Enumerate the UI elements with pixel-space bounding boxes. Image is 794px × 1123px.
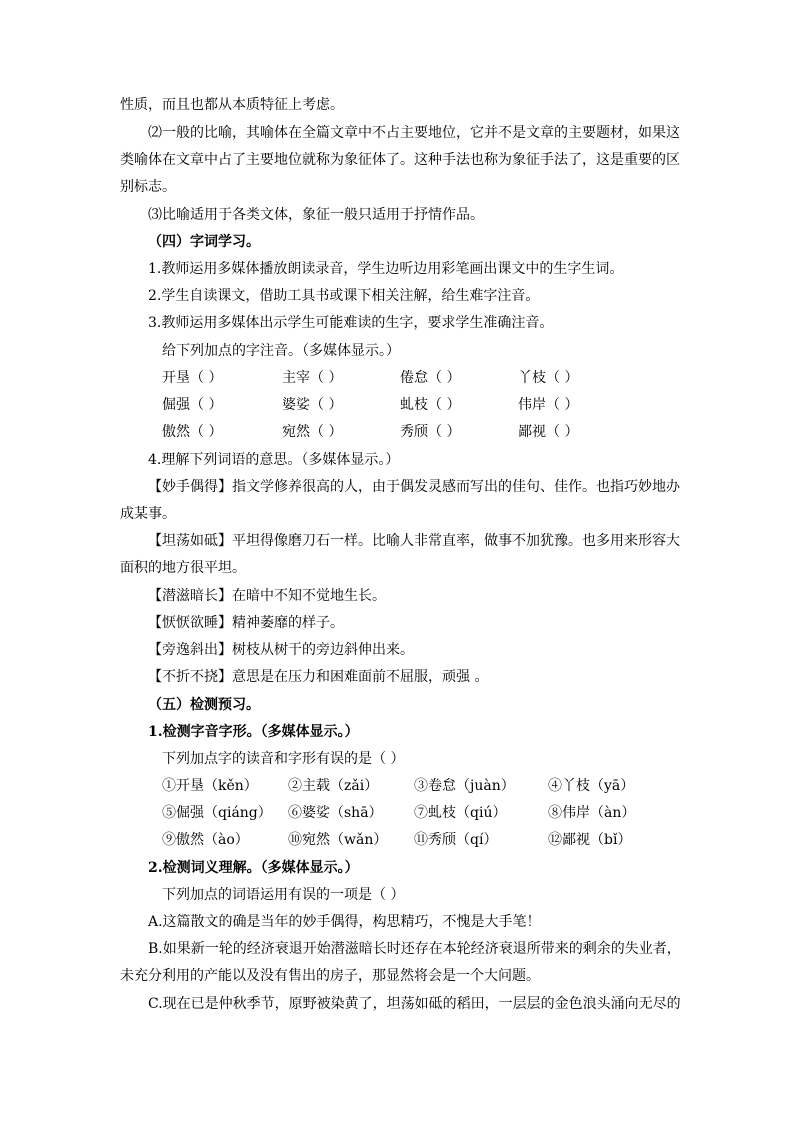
definition-line: 【不折不挠】意思是在压力和困难面前不屈服，顽强 。 bbox=[148, 669, 489, 685]
pinyin-item: 婆娑（ ） bbox=[282, 397, 343, 413]
check-item: ⑫鄙视（bǐ） bbox=[548, 832, 632, 848]
option-line: C.现在已是仲秋季节，原野被染黄了，坦荡如砥的稻田，一层层的金色浪头涌向无尽的 bbox=[148, 996, 681, 1012]
definition-line: 【恹恹欲睡】精神萎靡的样子。 bbox=[148, 615, 344, 631]
subsection-heading: 2.检测词义理解。（多媒体显示。） bbox=[148, 860, 359, 876]
pinyin-item: 伟岸（ ） bbox=[518, 397, 579, 413]
check-item: ⑨傲然（ào） bbox=[162, 832, 249, 848]
check-item: ④丫枝（yā） bbox=[548, 778, 635, 794]
paragraph-line: 性质，而且也都从本质特征上考虑。 bbox=[120, 97, 344, 113]
definition-line: 【妙手偶得】指文学修养很高的人，由于偶发灵感而写出的佳句、佳作。也指巧妙地办 bbox=[148, 479, 680, 495]
option-line: A.这篇散文的确是当年的妙手偶得，构思精巧，不愧是大手笔！ bbox=[148, 914, 541, 930]
pinyin-item: 倔强（ ） bbox=[162, 397, 223, 413]
check-item: ⑦虬枝（qiú） bbox=[414, 805, 507, 821]
pinyin-item: 主宰（ ） bbox=[282, 370, 343, 386]
check-item: ⑪秀颀（qí） bbox=[414, 832, 498, 848]
definition-line: 面积的地方很平坦。 bbox=[120, 560, 246, 576]
definition-line: 【潜滋暗长】在暗中不知不觉地生长。 bbox=[148, 588, 386, 604]
step-line: 4.理解下列词语的意思。（多媒体显示。） bbox=[148, 452, 400, 468]
section-heading: （五）检测预习。 bbox=[148, 697, 260, 713]
question-prompt: 下列加点的词语运用有误的一项是（ ） bbox=[162, 887, 405, 903]
option-line: 未充分利用的产能以及没有售出的房子，那显然将会是一个大问题。 bbox=[120, 968, 540, 984]
definition-line: 【旁逸斜出】树枝从树干的旁边斜伸出来。 bbox=[148, 642, 414, 658]
pinyin-item: 鄙视（ ） bbox=[518, 424, 579, 440]
check-item: ⑤倔强（qiáng） bbox=[162, 805, 272, 821]
paragraph-line: 类喻体在文章中占了主要地位就称为象征体了。这种手法也称为象征手法了，这是重要的区 bbox=[120, 152, 680, 168]
definition-line: 成某事。 bbox=[120, 506, 176, 522]
question-prompt: 下列加点字的读音和字形有误的是（ ） bbox=[162, 751, 405, 767]
pinyin-item: 傲然（ ） bbox=[162, 424, 223, 440]
definition-line: 【坦荡如砥】平坦得像磨刀石一样。比喻人非常直率，做事不加犹豫。也多用来形容大 bbox=[148, 533, 680, 549]
option-line: B.如果新一轮的经济衰退开始潜滋暗长时还存在本轮经济衰退所带来的剩余的失业者， bbox=[148, 941, 681, 957]
check-item: ③卷怠（juàn） bbox=[414, 778, 515, 794]
pinyin-item: 开垦（ ） bbox=[162, 370, 223, 386]
paragraph-line: ⑶比喻适用于各类文体，象征一般只适用于抒情作品。 bbox=[148, 207, 484, 223]
subsection-heading: 1.检测字音字形。（多媒体显示。） bbox=[148, 724, 359, 740]
step-line: 2.学生自读课文，借助工具书或课下相关注解，给生难字注音。 bbox=[148, 288, 540, 304]
step-line: 3.教师运用多媒体出示学生可能难读的生字，要求学生准确注音。 bbox=[148, 315, 554, 331]
step-line: 1.教师运用多媒体播放朗读录音，学生边听边用彩笔画出课文中的生字生词。 bbox=[148, 261, 624, 277]
check-item: ⑧伟岸（àn） bbox=[548, 805, 636, 821]
pinyin-item: 虬枝（ ） bbox=[400, 397, 461, 413]
section-heading: （四）字词学习。 bbox=[148, 234, 260, 250]
check-item: ①开垦（kěn） bbox=[162, 778, 258, 794]
pinyin-item: 宛然（ ） bbox=[282, 424, 343, 440]
pinyin-item: 丫枝（ ） bbox=[518, 370, 579, 386]
paragraph-line: ⑵一般的比喻，其喻体在全篇文章中不占主要地位，它并不是文章的主要题材，如果这 bbox=[148, 125, 680, 141]
exercise-prompt: 给下列加点的字注音。（多媒体显示。） bbox=[162, 343, 400, 359]
pinyin-item: 秀颀（ ） bbox=[400, 424, 461, 440]
check-item: ②主载（zǎi） bbox=[288, 778, 379, 794]
pinyin-item: 倦怠（ ） bbox=[400, 370, 461, 386]
paragraph-line: 别标志。 bbox=[120, 179, 176, 195]
check-item: ⑩宛然（wǎn） bbox=[288, 832, 388, 848]
check-item: ⑥婆娑（shā） bbox=[288, 805, 383, 821]
